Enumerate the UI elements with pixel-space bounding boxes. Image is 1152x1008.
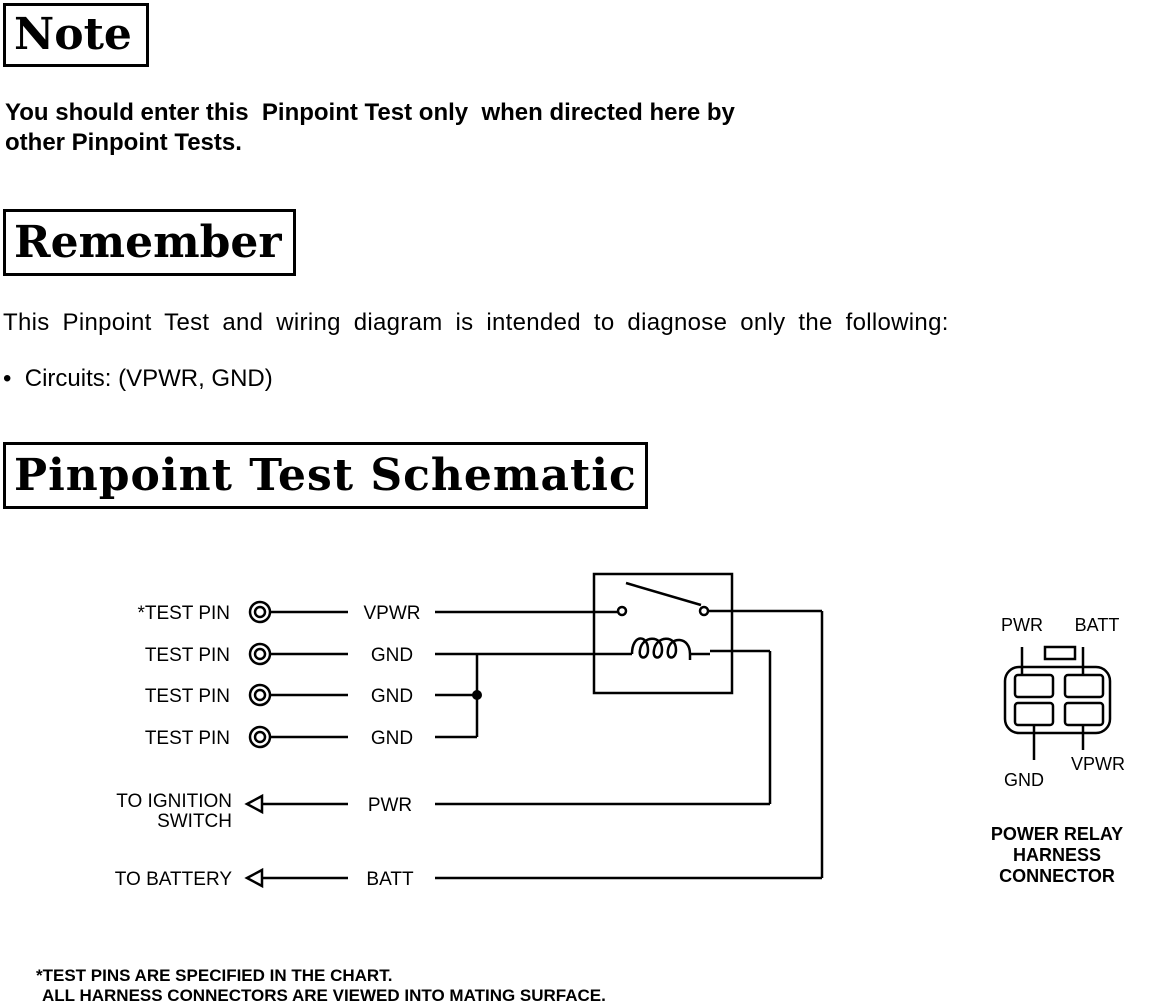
battery-label: TO BATTERY (114, 869, 232, 890)
test-pin-2-icon (250, 644, 270, 664)
test-pin-3-icon (250, 685, 270, 705)
wire-gnd-2: GND (370, 686, 414, 707)
ignition-arrow-icon (247, 796, 262, 812)
schematic-heading-text: Pinpoint Test Schematic (14, 449, 637, 501)
test-pin-label-2: TEST PIN (144, 645, 230, 666)
wire-gnd-3: GND (370, 728, 414, 749)
connector-caption-line3: CONNECTOR (999, 866, 1115, 886)
schematic-heading (3, 442, 648, 509)
connector-latch (1045, 647, 1075, 659)
relay-box (594, 574, 732, 693)
ignition-label-line2: SWITCH (157, 811, 232, 832)
battery-arrow-icon (247, 870, 262, 886)
note-heading (3, 3, 149, 67)
test-pin-label-3: TEST PIN (144, 686, 230, 707)
note-text (5, 98, 735, 158)
test-pin-4-icon (250, 727, 270, 747)
remember-heading-text: Remember (14, 216, 282, 268)
test-pin-label-1: *TEST PIN (137, 603, 230, 624)
wire-batt: BATT (366, 869, 414, 890)
remember-heading (3, 209, 296, 276)
connector-caption-line1: POWER RELAY (990, 824, 1124, 844)
circuits-bullet (3, 364, 273, 394)
bullet-dot: • (3, 365, 12, 392)
footnote-line1: *TEST PINS ARE SPECIFIED IN THE CHART. (36, 966, 393, 985)
connector-caption-line2: HARNESS (1012, 845, 1102, 865)
note-heading-text: Note (14, 9, 132, 60)
ignition-label-line1: TO IGNITION (116, 791, 232, 812)
connector-body (1005, 667, 1110, 733)
junction-dot (472, 690, 482, 700)
connector-pin-batt: BATT (1074, 615, 1120, 635)
note-text-line1: You should enter this Pinpoint Test only when directed here by (5, 99, 735, 126)
test-pin-1-icon (250, 602, 270, 622)
wire-pwr: PWR (367, 795, 413, 816)
wire-gnd-1: GND (370, 645, 414, 666)
remember-text: This Pinpoint Test and wiring diagram is intended to diagnose only the following: (3, 309, 949, 336)
connector-pin-gnd: GND (1004, 770, 1044, 790)
test-pin-label-4: TEST PIN (144, 728, 230, 749)
footnote (36, 966, 606, 1006)
wiring-schematic (0, 540, 1152, 1008)
relay-coil-icon (632, 638, 690, 660)
connector-pin-pwr: PWR (1001, 615, 1043, 635)
circuits-text: Circuits: (VPWR, GND) (24, 365, 273, 392)
note-text-line2: other Pinpoint Tests. (5, 129, 242, 156)
wire-vpwr: VPWR (363, 603, 421, 624)
connector-pin-vpwr: VPWR (1071, 754, 1125, 774)
footnote-line2: ALL HARNESS CONNECTORS ARE VIEWED INTO MATING SURFACE. (42, 986, 606, 1005)
